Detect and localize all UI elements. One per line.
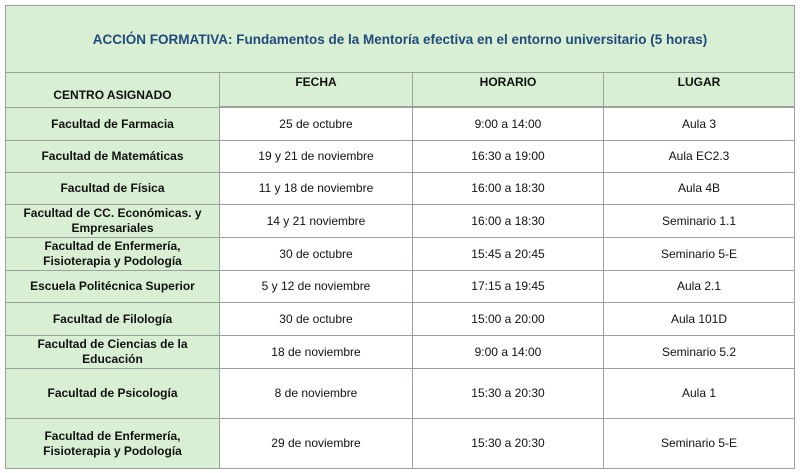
schedule-table-container bbox=[5, 5, 795, 469]
table-row bbox=[6, 238, 795, 271]
cell-centro: Escuela Politécnica Superior bbox=[6, 271, 220, 303]
header-horario: HORARIO bbox=[413, 73, 604, 107]
cell-centro: Facultad de Enfermería, Fisioterapia y Podología bbox=[6, 238, 220, 271]
cell-horario: 16:30 a 19:00 bbox=[413, 141, 604, 173]
cell-lugar: Seminario 5-E bbox=[604, 419, 795, 469]
table-row bbox=[6, 271, 795, 303]
cell-fecha: 8 de noviembre bbox=[220, 369, 413, 419]
cell-lugar: Aula 3 bbox=[604, 108, 795, 141]
table-row bbox=[6, 419, 795, 469]
header-fecha: FECHA bbox=[220, 73, 413, 107]
cell-lugar: Aula EC2.3 bbox=[604, 141, 795, 173]
cell-horario: 9:00 a 14:00 bbox=[413, 108, 604, 141]
cell-centro: Facultad de Psicología bbox=[6, 369, 220, 419]
table-row bbox=[6, 108, 795, 141]
schedule-table bbox=[5, 5, 795, 469]
table-row bbox=[6, 369, 795, 419]
cell-centro: Facultad de CC. Económicas. y Empresariales bbox=[6, 205, 220, 238]
cell-centro: Facultad de Enfermería, Fisioterapia y Podología bbox=[6, 419, 220, 469]
cell-fecha: 30 de octubre bbox=[220, 303, 413, 336]
cell-lugar: Seminario 5-E bbox=[604, 238, 795, 271]
cell-centro: Facultad de Filología bbox=[6, 303, 220, 336]
cell-fecha: 11 y 18 de noviembre bbox=[220, 173, 413, 205]
cell-centro: Facultad de Matemáticas bbox=[6, 141, 220, 173]
cell-fecha: 25 de octubre bbox=[220, 108, 413, 141]
cell-lugar: Aula 4B bbox=[604, 173, 795, 205]
cell-fecha: 30 de octubre bbox=[220, 238, 413, 271]
cell-fecha: 19 y 21 de noviembre bbox=[220, 141, 413, 173]
cell-horario: 16:00 a 18:30 bbox=[413, 205, 604, 238]
cell-horario: 17:15 a 19:45 bbox=[413, 271, 604, 303]
cell-lugar: Seminario 5.2 bbox=[604, 336, 795, 369]
cell-centro: Facultad de Ciencias de la Educación bbox=[6, 336, 220, 369]
cell-fecha: 5 y 12 de noviembre bbox=[220, 271, 413, 303]
cell-lugar: Aula 2.1 bbox=[604, 271, 795, 303]
cell-centro: Facultad de Farmacia bbox=[6, 108, 220, 141]
table-row bbox=[6, 303, 795, 336]
header-centro: CENTRO ASIGNADO bbox=[6, 73, 220, 108]
table-title: ACCIÓN FORMATIVA: Fundamentos de la Mentoría efectiva en el entorno universitario (5 horas) bbox=[6, 6, 795, 73]
cell-fecha: 29 de noviembre bbox=[220, 419, 413, 469]
table-row bbox=[6, 205, 795, 238]
cell-horario: 9:00 a 14:00 bbox=[413, 336, 604, 369]
cell-centro: Facultad de Física bbox=[6, 173, 220, 205]
cell-horario: 15:00 a 20:00 bbox=[413, 303, 604, 336]
cell-horario: 15:30 a 20:30 bbox=[413, 369, 604, 419]
cell-fecha: 14 y 21 noviembre bbox=[220, 205, 413, 238]
cell-fecha: 18 de noviembre bbox=[220, 336, 413, 369]
table-row bbox=[6, 336, 795, 369]
table-row bbox=[6, 141, 795, 173]
cell-lugar: Aula 101D bbox=[604, 303, 795, 336]
header-lugar: LUGAR bbox=[604, 73, 795, 107]
cell-lugar: Seminario 1.1 bbox=[604, 205, 795, 238]
table-row bbox=[6, 173, 795, 205]
cell-horario: 15:30 a 20:30 bbox=[413, 419, 604, 469]
cell-lugar: Aula 1 bbox=[604, 369, 795, 419]
cell-horario: 15:45 a 20:45 bbox=[413, 238, 604, 271]
cell-horario: 16:00 a 18:30 bbox=[413, 173, 604, 205]
